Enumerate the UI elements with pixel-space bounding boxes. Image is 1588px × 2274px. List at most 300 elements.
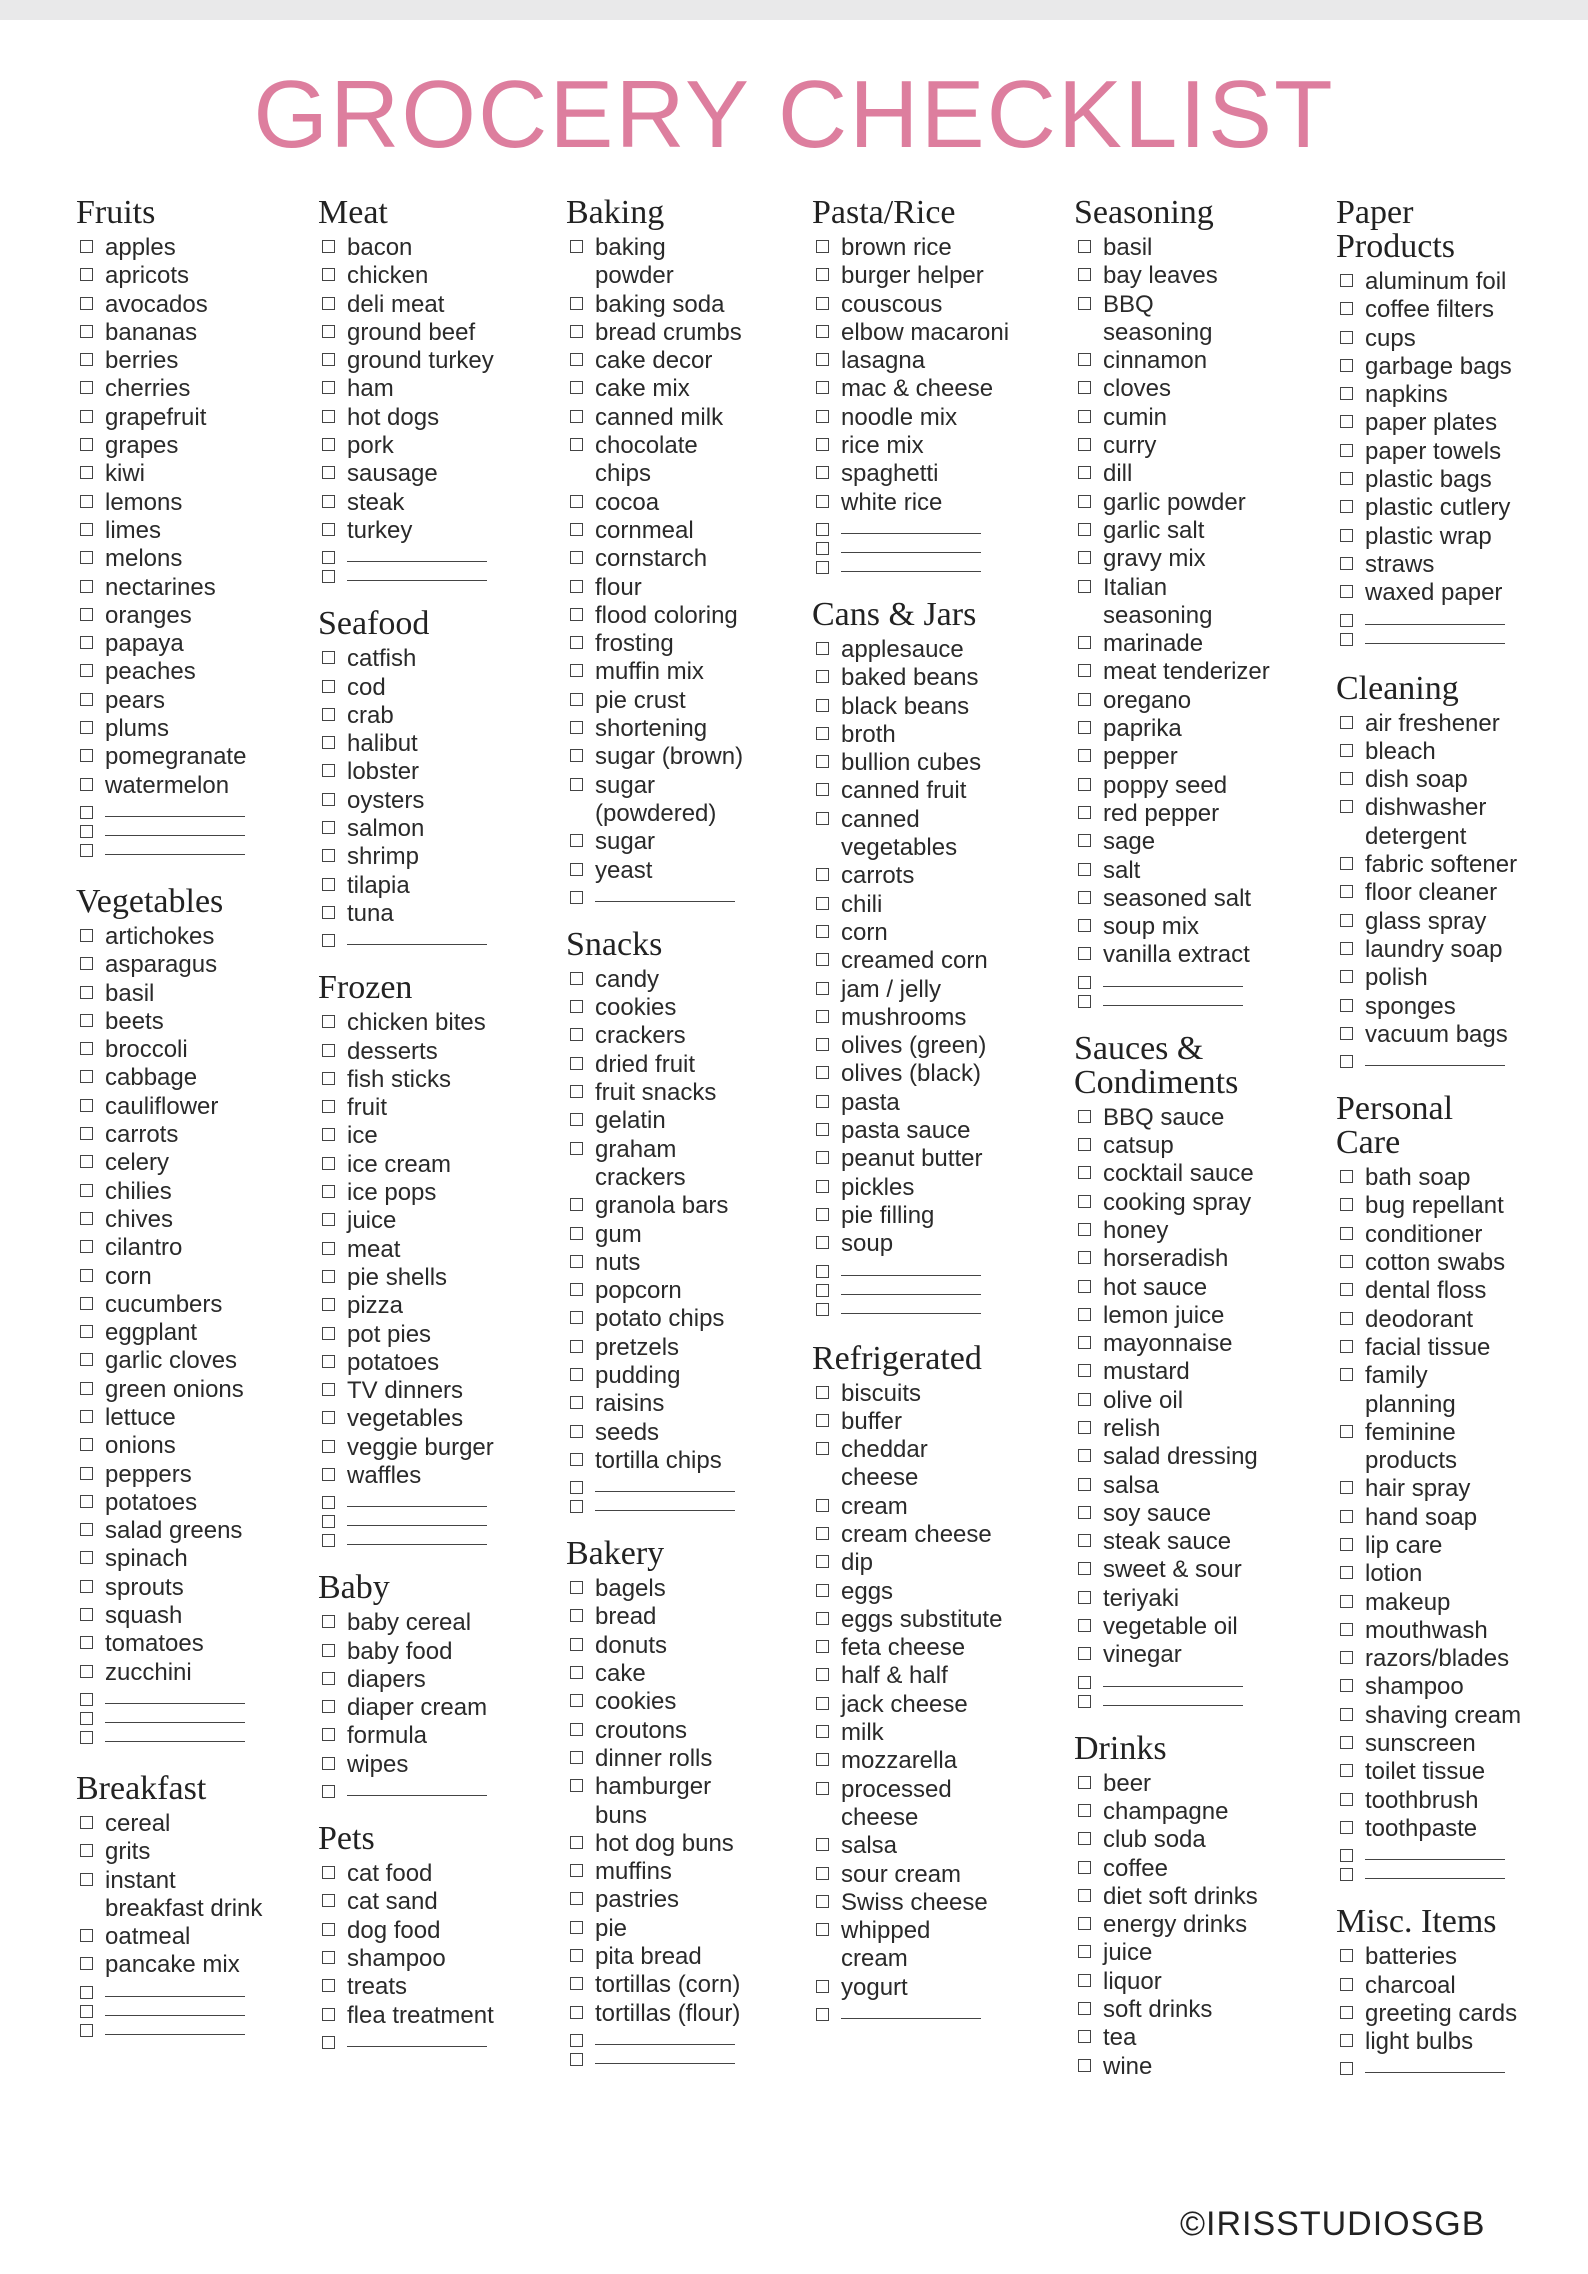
checkbox[interactable] xyxy=(1340,1651,1353,1664)
checkbox[interactable] xyxy=(80,825,93,838)
checkbox[interactable] xyxy=(80,721,93,734)
checkbox[interactable] xyxy=(816,2008,829,2021)
checkbox[interactable] xyxy=(570,1694,583,1707)
checkbox[interactable] xyxy=(570,608,583,621)
checkbox[interactable] xyxy=(816,1753,829,1766)
checkbox[interactable] xyxy=(816,240,829,253)
write-in-line[interactable] xyxy=(1365,608,1505,625)
checkbox[interactable] xyxy=(1078,1861,1091,1874)
checkbox[interactable] xyxy=(570,891,583,904)
checkbox[interactable] xyxy=(1078,1166,1091,1179)
checkbox[interactable] xyxy=(570,523,583,536)
checkbox[interactable] xyxy=(1340,1708,1353,1721)
checkbox[interactable] xyxy=(1340,1255,1353,1268)
checkbox[interactable] xyxy=(322,1979,335,1992)
checkbox[interactable] xyxy=(80,438,93,451)
checkbox[interactable] xyxy=(322,1128,335,1141)
checkbox[interactable] xyxy=(816,1038,829,1051)
checkbox[interactable] xyxy=(570,1425,583,1438)
checkbox[interactable] xyxy=(1340,1849,1353,1862)
checkbox[interactable] xyxy=(1078,1619,1091,1632)
checkbox[interactable] xyxy=(1078,919,1091,932)
checkbox[interactable] xyxy=(80,1438,93,1451)
checkbox[interactable] xyxy=(322,1185,335,1198)
checkbox[interactable] xyxy=(1340,1566,1353,1579)
checkbox[interactable] xyxy=(570,1255,583,1268)
write-in-line[interactable] xyxy=(105,1706,245,1723)
checkbox[interactable] xyxy=(1340,415,1353,428)
checkbox[interactable] xyxy=(80,268,93,281)
checkbox[interactable] xyxy=(1340,331,1353,344)
checkbox[interactable] xyxy=(80,1873,93,1886)
checkbox[interactable] xyxy=(816,1236,829,1249)
checkbox[interactable] xyxy=(816,982,829,995)
checkbox[interactable] xyxy=(80,1816,93,1829)
write-in-line[interactable] xyxy=(841,2002,981,2019)
checkbox[interactable] xyxy=(1078,297,1091,310)
checkbox[interactable] xyxy=(1340,1538,1353,1551)
checkbox[interactable] xyxy=(80,806,93,819)
checkbox[interactable] xyxy=(322,240,335,253)
write-in-line[interactable] xyxy=(105,1687,245,1704)
checkbox[interactable] xyxy=(1340,2006,1353,2019)
write-in-line[interactable] xyxy=(1365,2056,1505,2073)
checkbox[interactable] xyxy=(322,1270,335,1283)
write-in-line[interactable] xyxy=(105,1725,245,1742)
checkbox[interactable] xyxy=(1340,800,1353,813)
checkbox[interactable] xyxy=(1078,410,1091,423)
checkbox[interactable] xyxy=(1078,1251,1091,1264)
checkbox[interactable] xyxy=(322,2008,335,2021)
write-in-line[interactable] xyxy=(1103,1689,1243,1706)
checkbox[interactable] xyxy=(1078,466,1091,479)
checkbox[interactable] xyxy=(1340,274,1353,287)
checkbox[interactable] xyxy=(1340,1510,1353,1523)
checkbox[interactable] xyxy=(816,1303,829,1316)
checkbox[interactable] xyxy=(816,699,829,712)
checkbox[interactable] xyxy=(570,834,583,847)
checkbox[interactable] xyxy=(816,1499,829,1512)
checkbox[interactable] xyxy=(1078,778,1091,791)
checkbox[interactable] xyxy=(322,1298,335,1311)
checkbox[interactable] xyxy=(80,1155,93,1168)
checkbox[interactable] xyxy=(322,651,335,664)
checkbox[interactable] xyxy=(816,1782,829,1795)
checkbox[interactable] xyxy=(1340,1340,1353,1353)
checkbox[interactable] xyxy=(80,297,93,310)
checkbox[interactable] xyxy=(80,1495,93,1508)
checkbox[interactable] xyxy=(1340,529,1353,542)
checkbox[interactable] xyxy=(570,1028,583,1041)
write-in-line[interactable] xyxy=(595,1494,735,1511)
checkbox[interactable] xyxy=(570,1142,583,1155)
checkbox[interactable] xyxy=(80,1523,93,1536)
checkbox[interactable] xyxy=(816,1867,829,1880)
checkbox[interactable] xyxy=(80,1042,93,1055)
write-in-line[interactable] xyxy=(841,536,981,553)
checkbox[interactable] xyxy=(570,353,583,366)
write-in-line[interactable] xyxy=(841,1278,981,1295)
checkbox[interactable] xyxy=(80,608,93,621)
checkbox[interactable] xyxy=(570,1481,583,1494)
checkbox[interactable] xyxy=(570,1892,583,1905)
checkbox[interactable] xyxy=(1078,495,1091,508)
write-in-line[interactable] xyxy=(105,838,245,855)
checkbox[interactable] xyxy=(1078,863,1091,876)
checkbox[interactable] xyxy=(80,1665,93,1678)
checkbox[interactable] xyxy=(816,1386,829,1399)
checkbox[interactable] xyxy=(1078,995,1091,1008)
checkbox[interactable] xyxy=(570,1500,583,1513)
checkbox[interactable] xyxy=(1078,2002,1091,2015)
checkbox[interactable] xyxy=(80,1712,93,1725)
checkbox[interactable] xyxy=(816,410,829,423)
checkbox[interactable] xyxy=(1078,1832,1091,1845)
checkbox[interactable] xyxy=(816,1010,829,1023)
checkbox[interactable] xyxy=(80,1240,93,1253)
checkbox[interactable] xyxy=(80,1844,93,1857)
checkbox[interactable] xyxy=(816,953,829,966)
checkbox[interactable] xyxy=(1078,2059,1091,2072)
checkbox[interactable] xyxy=(1340,1978,1353,1991)
checkbox[interactable] xyxy=(816,1668,829,1681)
checkbox[interactable] xyxy=(1078,1421,1091,1434)
checkbox[interactable] xyxy=(1078,891,1091,904)
checkbox[interactable] xyxy=(570,2053,583,2066)
checkbox[interactable] xyxy=(570,1638,583,1651)
checkbox[interactable] xyxy=(1078,1364,1091,1377)
checkbox[interactable] xyxy=(322,1044,335,1057)
checkbox[interactable] xyxy=(1340,444,1353,457)
checkbox[interactable] xyxy=(570,438,583,451)
checkbox[interactable] xyxy=(80,1731,93,1744)
checkbox[interactable] xyxy=(570,1921,583,1934)
checkbox[interactable] xyxy=(322,1672,335,1685)
checkbox[interactable] xyxy=(816,1527,829,1540)
checkbox[interactable] xyxy=(80,778,93,791)
write-in-line[interactable] xyxy=(841,1259,981,1276)
checkbox[interactable] xyxy=(1078,1223,1091,1236)
checkbox[interactable] xyxy=(80,240,93,253)
checkbox[interactable] xyxy=(80,1184,93,1197)
checkbox[interactable] xyxy=(1340,1368,1353,1381)
checkbox[interactable] xyxy=(816,381,829,394)
checkbox[interactable] xyxy=(570,410,583,423)
checkbox[interactable] xyxy=(1078,551,1091,564)
checkbox[interactable] xyxy=(80,1580,93,1593)
checkbox[interactable] xyxy=(1340,1623,1353,1636)
checkbox[interactable] xyxy=(816,268,829,281)
checkbox[interactable] xyxy=(322,1242,335,1255)
checkbox[interactable] xyxy=(570,1113,583,1126)
checkbox[interactable] xyxy=(570,1779,583,1792)
checkbox[interactable] xyxy=(816,897,829,910)
checkbox[interactable] xyxy=(80,2005,93,2018)
checkbox[interactable] xyxy=(1078,381,1091,394)
checkbox[interactable] xyxy=(80,1693,93,1706)
checkbox[interactable] xyxy=(1078,1110,1091,1123)
checkbox[interactable] xyxy=(80,986,93,999)
checkbox[interactable] xyxy=(80,466,93,479)
checkbox[interactable] xyxy=(1340,359,1353,372)
checkbox[interactable] xyxy=(80,580,93,593)
checkbox[interactable] xyxy=(322,1355,335,1368)
checkbox[interactable] xyxy=(322,878,335,891)
checkbox[interactable] xyxy=(80,353,93,366)
checkbox[interactable] xyxy=(570,1723,583,1736)
checkbox[interactable] xyxy=(816,1555,829,1568)
checkbox[interactable] xyxy=(1078,1676,1091,1689)
checkbox[interactable] xyxy=(816,1284,829,1297)
checkbox[interactable] xyxy=(1078,1945,1091,1958)
checkbox[interactable] xyxy=(322,1515,335,1528)
checkbox[interactable] xyxy=(1078,664,1091,677)
checkbox[interactable] xyxy=(816,466,829,479)
checkbox[interactable] xyxy=(322,849,335,862)
checkbox[interactable] xyxy=(570,1949,583,1962)
checkbox[interactable] xyxy=(322,438,335,451)
checkbox[interactable] xyxy=(1078,1449,1091,1462)
write-in-line[interactable] xyxy=(105,800,245,817)
checkbox[interactable] xyxy=(80,495,93,508)
write-in-line[interactable] xyxy=(347,1528,487,1545)
checkbox[interactable] xyxy=(322,1757,335,1770)
checkbox[interactable] xyxy=(816,812,829,825)
write-in-line[interactable] xyxy=(1103,1670,1243,1687)
checkbox[interactable] xyxy=(1340,1198,1353,1211)
checkbox[interactable] xyxy=(1078,240,1091,253)
checkbox[interactable] xyxy=(1078,834,1091,847)
write-in-line[interactable] xyxy=(1365,627,1505,644)
checkbox[interactable] xyxy=(80,636,93,649)
write-in-line[interactable] xyxy=(347,545,487,562)
checkbox[interactable] xyxy=(570,2034,583,2047)
checkbox[interactable] xyxy=(570,2006,583,2019)
checkbox[interactable] xyxy=(80,1467,93,1480)
checkbox[interactable] xyxy=(816,1123,829,1136)
checkbox[interactable] xyxy=(1340,387,1353,400)
checkbox[interactable] xyxy=(1340,1055,1353,1068)
checkbox[interactable] xyxy=(570,495,583,508)
checkbox[interactable] xyxy=(816,670,829,683)
checkbox[interactable] xyxy=(816,1066,829,1079)
checkbox[interactable] xyxy=(322,523,335,536)
checkbox[interactable] xyxy=(570,1057,583,1070)
checkbox[interactable] xyxy=(816,1414,829,1427)
checkbox[interactable] xyxy=(1078,1138,1091,1151)
checkbox[interactable] xyxy=(322,1157,335,1170)
checkbox[interactable] xyxy=(1340,1027,1353,1040)
checkbox[interactable] xyxy=(322,1644,335,1657)
checkbox[interactable] xyxy=(570,1453,583,1466)
checkbox[interactable] xyxy=(570,778,583,791)
checkbox[interactable] xyxy=(80,1353,93,1366)
checkbox[interactable] xyxy=(322,1785,335,1798)
checkbox[interactable] xyxy=(322,1100,335,1113)
checkbox[interactable] xyxy=(80,1070,93,1083)
checkbox[interactable] xyxy=(322,1700,335,1713)
checkbox[interactable] xyxy=(322,1615,335,1628)
checkbox[interactable] xyxy=(570,636,583,649)
checkbox[interactable] xyxy=(1340,999,1353,1012)
checkbox[interactable] xyxy=(816,925,829,938)
checkbox[interactable] xyxy=(322,2036,335,2049)
write-in-line[interactable] xyxy=(347,928,487,945)
checkbox[interactable] xyxy=(1340,557,1353,570)
checkbox[interactable] xyxy=(1340,744,1353,757)
checkbox[interactable] xyxy=(816,1640,829,1653)
checkbox[interactable] xyxy=(322,410,335,423)
checkbox[interactable] xyxy=(1340,302,1353,315)
checkbox[interactable] xyxy=(80,523,93,536)
checkbox[interactable] xyxy=(80,1127,93,1140)
checkbox[interactable] xyxy=(1340,1764,1353,1777)
checkbox[interactable] xyxy=(570,1000,583,1013)
checkbox[interactable] xyxy=(1078,806,1091,819)
write-in-line[interactable] xyxy=(1103,970,1243,987)
checkbox[interactable] xyxy=(570,1227,583,1240)
checkbox[interactable] xyxy=(570,1396,583,1409)
checkbox[interactable] xyxy=(1078,1478,1091,1491)
checkbox[interactable] xyxy=(816,353,829,366)
write-in-line[interactable] xyxy=(841,555,981,572)
checkbox[interactable] xyxy=(80,664,93,677)
checkbox[interactable] xyxy=(80,1212,93,1225)
checkbox[interactable] xyxy=(322,1468,335,1481)
checkbox[interactable] xyxy=(322,793,335,806)
checkbox[interactable] xyxy=(1078,1308,1091,1321)
checkbox[interactable] xyxy=(80,2024,93,2037)
checkbox[interactable] xyxy=(322,1213,335,1226)
checkbox[interactable] xyxy=(80,1325,93,1338)
checkbox[interactable] xyxy=(322,1894,335,1907)
checkbox[interactable] xyxy=(80,1636,93,1649)
checkbox[interactable] xyxy=(80,1269,93,1282)
checkbox[interactable] xyxy=(816,1208,829,1221)
checkbox[interactable] xyxy=(816,325,829,338)
checkbox[interactable] xyxy=(816,1265,829,1278)
checkbox[interactable] xyxy=(570,1751,583,1764)
write-in-line[interactable] xyxy=(595,1475,735,1492)
checkbox[interactable] xyxy=(816,727,829,740)
checkbox[interactable] xyxy=(570,1085,583,1098)
checkbox[interactable] xyxy=(1340,500,1353,513)
checkbox[interactable] xyxy=(816,523,829,536)
checkbox[interactable] xyxy=(1340,2062,1353,2075)
write-in-line[interactable] xyxy=(1103,989,1243,1006)
checkbox[interactable] xyxy=(80,1014,93,1027)
checkbox[interactable] xyxy=(1078,749,1091,762)
checkbox[interactable] xyxy=(80,381,93,394)
checkbox[interactable] xyxy=(1340,1949,1353,1962)
checkbox[interactable] xyxy=(1340,716,1353,729)
checkbox[interactable] xyxy=(570,1836,583,1849)
checkbox[interactable] xyxy=(1078,976,1091,989)
checkbox[interactable] xyxy=(1078,1280,1091,1293)
checkbox[interactable] xyxy=(322,934,335,947)
checkbox[interactable] xyxy=(1340,1227,1353,1240)
write-in-line[interactable] xyxy=(841,1297,981,1314)
checkbox[interactable] xyxy=(322,466,335,479)
checkbox[interactable] xyxy=(1340,1283,1353,1296)
checkbox[interactable] xyxy=(322,1440,335,1453)
write-in-line[interactable] xyxy=(595,885,735,902)
checkbox[interactable] xyxy=(1078,1889,1091,1902)
checkbox[interactable] xyxy=(816,1697,829,1710)
write-in-line[interactable] xyxy=(347,1779,487,1796)
checkbox[interactable] xyxy=(570,1283,583,1296)
write-in-line[interactable] xyxy=(105,1999,245,2016)
checkbox[interactable] xyxy=(816,1838,829,1851)
checkbox[interactable] xyxy=(1078,693,1091,706)
checkbox[interactable] xyxy=(816,1725,829,1738)
checkbox[interactable] xyxy=(1078,1974,1091,1987)
checkbox[interactable] xyxy=(322,381,335,394)
checkbox[interactable] xyxy=(80,1929,93,1942)
checkbox[interactable] xyxy=(80,1099,93,1112)
checkbox[interactable] xyxy=(322,353,335,366)
checkbox[interactable] xyxy=(816,542,829,555)
checkbox[interactable] xyxy=(1340,1170,1353,1183)
checkbox[interactable] xyxy=(816,1442,829,1455)
checkbox[interactable] xyxy=(322,821,335,834)
checkbox[interactable] xyxy=(1078,353,1091,366)
checkbox[interactable] xyxy=(570,297,583,310)
checkbox[interactable] xyxy=(322,1923,335,1936)
checkbox[interactable] xyxy=(1078,268,1091,281)
checkbox[interactable] xyxy=(322,1411,335,1424)
checkbox[interactable] xyxy=(1340,1679,1353,1692)
checkbox[interactable] xyxy=(1340,1481,1353,1494)
checkbox[interactable] xyxy=(570,749,583,762)
checkbox[interactable] xyxy=(322,551,335,564)
checkbox[interactable] xyxy=(570,240,583,253)
checkbox[interactable] xyxy=(816,1151,829,1164)
checkbox[interactable] xyxy=(1340,1868,1353,1881)
checkbox[interactable] xyxy=(322,680,335,693)
checkbox[interactable] xyxy=(80,551,93,564)
checkbox[interactable] xyxy=(816,1923,829,1936)
checkbox[interactable] xyxy=(1078,1695,1091,1708)
checkbox[interactable] xyxy=(80,957,93,970)
checkbox[interactable] xyxy=(80,1608,93,1621)
checkbox[interactable] xyxy=(322,764,335,777)
checkbox[interactable] xyxy=(816,297,829,310)
checkbox[interactable] xyxy=(1340,970,1353,983)
checkbox[interactable] xyxy=(322,1383,335,1396)
checkbox[interactable] xyxy=(816,495,829,508)
checkbox[interactable] xyxy=(570,551,583,564)
checkbox[interactable] xyxy=(80,1986,93,1999)
checkbox[interactable] xyxy=(322,495,335,508)
write-in-line[interactable] xyxy=(595,2047,735,2064)
write-in-line[interactable] xyxy=(105,2018,245,2035)
checkbox[interactable] xyxy=(80,1551,93,1564)
write-in-line[interactable] xyxy=(105,819,245,836)
checkbox[interactable] xyxy=(322,736,335,749)
checkbox[interactable] xyxy=(1078,523,1091,536)
checkbox[interactable] xyxy=(1340,614,1353,627)
checkbox[interactable] xyxy=(1078,1776,1091,1789)
checkbox[interactable] xyxy=(322,1534,335,1547)
checkbox[interactable] xyxy=(1078,1591,1091,1604)
checkbox[interactable] xyxy=(322,570,335,583)
checkbox[interactable] xyxy=(80,1382,93,1395)
checkbox[interactable] xyxy=(1078,1534,1091,1547)
checkbox[interactable] xyxy=(570,693,583,706)
checkbox[interactable] xyxy=(1340,2034,1353,2047)
checkbox[interactable] xyxy=(570,721,583,734)
